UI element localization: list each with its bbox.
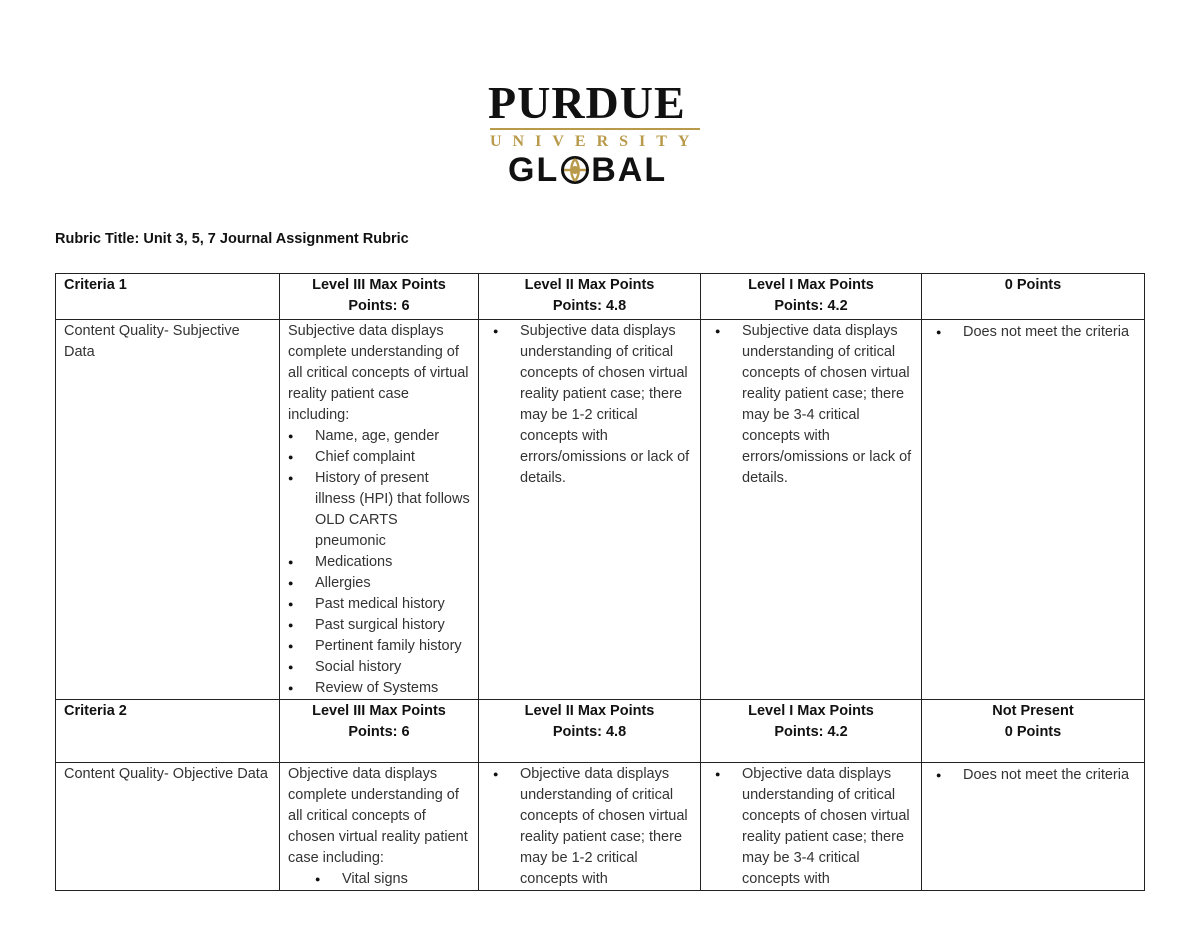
criteria-2-content-row bbox=[56, 763, 1145, 891]
criteria-2-level1-header: Level I Max Points Points: 4.2 bbox=[701, 700, 922, 763]
logo-purdue-wordmark: PURDUE bbox=[488, 77, 686, 128]
criteria-2-level3-header: Level III Max Points Points: 6 bbox=[280, 700, 479, 763]
criteria-1-content-row bbox=[56, 320, 1145, 700]
criteria-2-level3-description: Objective data displays complete understanding of all critical concepts of chosen virtual reality patient case including: ● Vital signs bbox=[280, 763, 479, 891]
list-item: ● Review of Systems bbox=[288, 678, 470, 699]
list-item: ● Social history bbox=[288, 657, 470, 678]
criteria-1-level2-header: Level II Max Points Points: 4.8 bbox=[479, 274, 701, 320]
criteria-2-level2-description bbox=[479, 763, 701, 891]
list-item: ● Vital signs bbox=[288, 869, 470, 890]
list-item: ● History of present illness (HPI) that follows OLD CARTS pneumonic bbox=[288, 468, 470, 552]
rubric-title: Rubric Title: Unit 3, 5, 7 Journal Assignment Rubric bbox=[55, 231, 409, 247]
criteria-1-level3-list bbox=[288, 426, 470, 699]
criteria-2-label: Criteria 2 bbox=[56, 700, 280, 763]
list-item: ● Does not meet the criteria bbox=[936, 321, 1136, 343]
criteria-1-level2-description bbox=[479, 320, 701, 700]
list-item: ● Does not meet the criteria bbox=[936, 764, 1136, 786]
criteria-1-level1-header: Level I Max Points Points: 4.2 bbox=[701, 274, 922, 320]
criteria-1-zero-description bbox=[922, 320, 1145, 700]
criteria-1-zero-header: 0 Points bbox=[922, 274, 1145, 320]
criteria-2-header-row bbox=[56, 700, 1145, 763]
list-item: ● Medications bbox=[288, 552, 470, 573]
criteria-1-header-row bbox=[56, 274, 1145, 320]
logo-gold-rule bbox=[490, 128, 700, 130]
list-item: ● Past medical history bbox=[288, 594, 470, 615]
list-item: ● Chief complaint bbox=[288, 447, 470, 468]
logo-university-wordmark: UNIVERSITY bbox=[490, 133, 701, 150]
logo-global-wordmark bbox=[508, 150, 667, 190]
criteria-2-level3-list bbox=[288, 869, 470, 890]
rubric-table bbox=[55, 273, 1145, 891]
list-item: ● Objective data displays understanding of critical concepts of chosen virtual reality patient case; there may be 3-4 critical concepts with bbox=[715, 764, 913, 890]
list-item: ● Objective data displays understanding of critical concepts of chosen virtual reality patient case; there may be 1-2 critical concepts with bbox=[493, 764, 692, 890]
list-item: ● Subjective data displays understanding of critical concepts of chosen virtual reality patient case; there may be 1-2 critical concepts with errors/omissions or lack of details. bbox=[493, 321, 692, 489]
criteria-2-level2-header: Level II Max Points Points: 4.8 bbox=[479, 700, 701, 763]
criteria-1-level3-header: Level III Max Points Points: 6 bbox=[280, 274, 479, 320]
list-item: ● Past surgical history bbox=[288, 615, 470, 636]
globe-icon bbox=[560, 155, 590, 185]
logo-global-part-b: BAL bbox=[591, 151, 668, 189]
list-item: ● Allergies bbox=[288, 573, 470, 594]
list-item: ● Pertinent family history bbox=[288, 636, 470, 657]
criteria-2-name: Content Quality- Objective Data bbox=[56, 763, 280, 891]
criteria-2-level1-description bbox=[701, 763, 922, 891]
list-item: ● Name, age, gender bbox=[288, 426, 470, 447]
list-item: ● Subjective data displays understanding of critical concepts of chosen virtual reality patient case; there may be 3-4 critical concepts with errors/omissions or lack of details. bbox=[715, 321, 913, 489]
criteria-1-level3-description: Subjective data displays complete understanding of all critical concepts of virtual reality patient case including: ● Name, age, gender ● Chief complaint ● History of present illness (HPI) that follows OLD CARTS pneumonic ● Medications ● Allergies ● Past medical history ● Past surgical history ● Pertinent family history ● Social history ● Review of Systems bbox=[280, 320, 479, 700]
criteria-1-name: Content Quality- Subjective Data bbox=[56, 320, 280, 700]
criteria-2-zero-header: Not Present 0 Points bbox=[922, 700, 1145, 763]
logo-global-part-a: GL bbox=[508, 151, 560, 189]
purdue-global-logo bbox=[488, 76, 718, 188]
criteria-1-level1-description bbox=[701, 320, 922, 700]
criteria-1-label: Criteria 1 bbox=[56, 274, 280, 320]
criteria-2-zero-description bbox=[922, 763, 1145, 891]
